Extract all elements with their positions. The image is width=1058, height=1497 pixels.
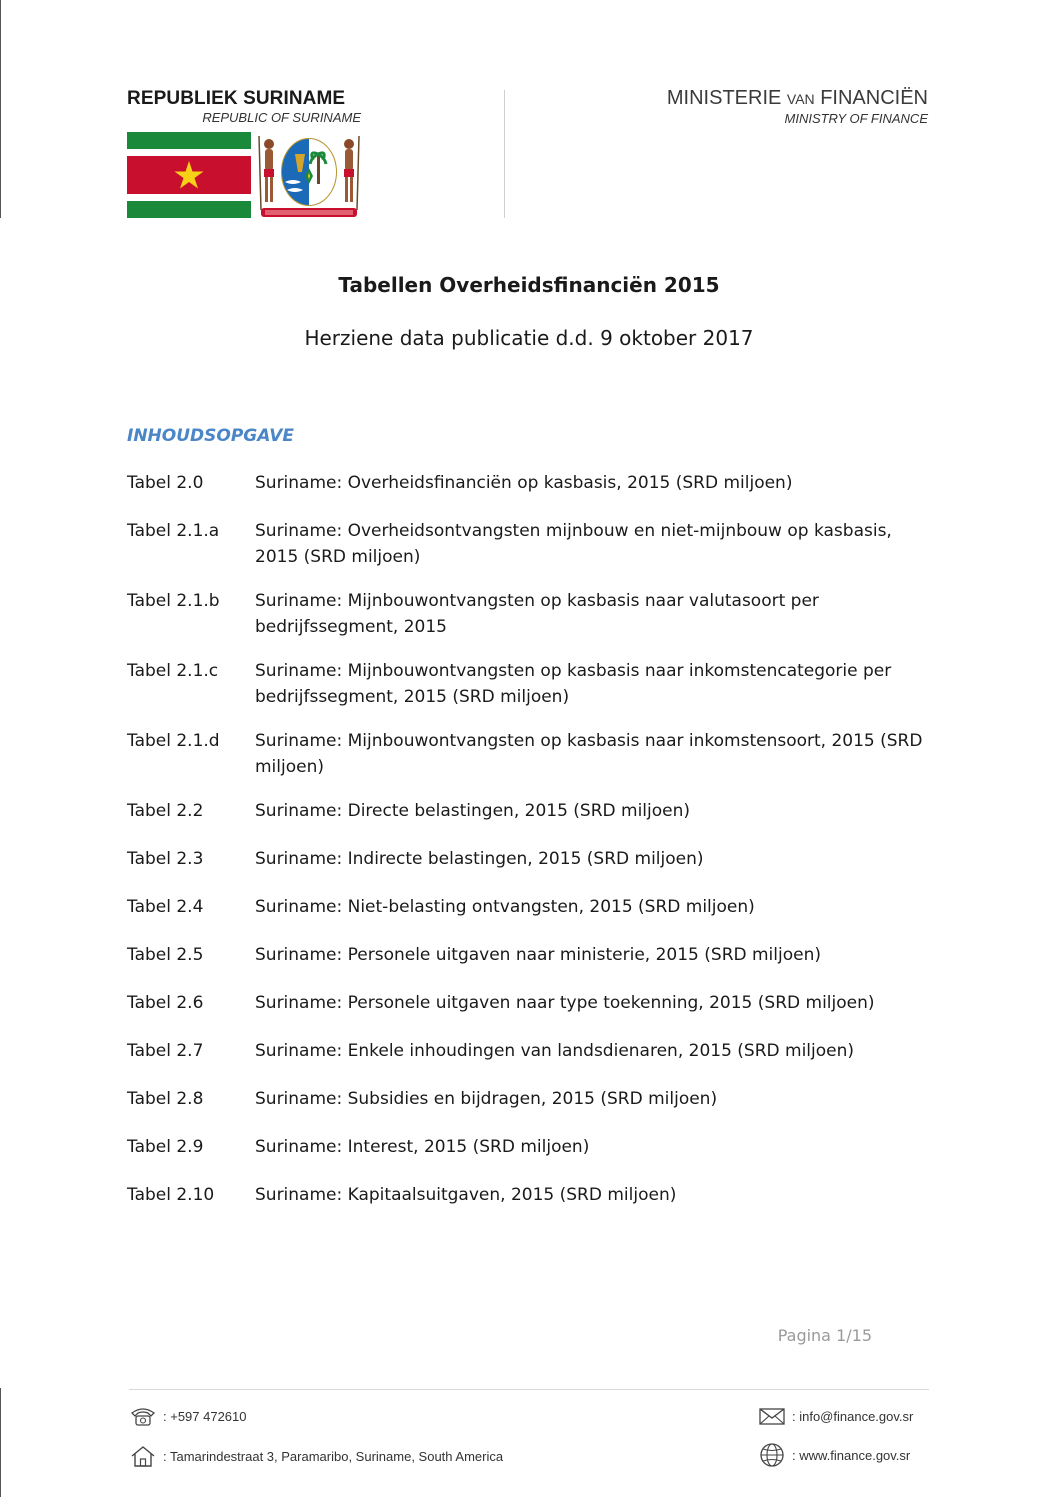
toc-item-number: Tabel 2.0 <box>127 473 204 493</box>
toc-item[interactable] <box>127 1038 927 1064</box>
footer-phone <box>129 1406 247 1426</box>
ministry-title-part1: MINISTERIE <box>666 87 787 109</box>
toc-item-number: Tabel 2.8 <box>127 1089 204 1109</box>
footer-address-text: : Tamarindestraat 3, Paramaribo, Suriname, South America <box>163 1448 504 1464</box>
toc-item-text: Suriname: Niet-belasting ontvangsten, 2015 (SRD miljoen) <box>255 897 755 917</box>
header-divider <box>504 90 505 218</box>
suriname-flag-icon <box>127 132 251 218</box>
toc-item-text: Suriname: Directe belastingen, 2015 (SRD miljoen) <box>255 801 691 821</box>
ministry-title-van: VAN <box>786 91 815 107</box>
toc-item-number: Tabel 2.5 <box>127 945 204 965</box>
toc-item-text: Suriname: Subsidies en bijdragen, 2015 (SRD miljoen) <box>255 1089 718 1109</box>
toc-item[interactable] <box>127 1134 927 1160</box>
toc-item-number: Tabel 2.1.a <box>127 521 220 541</box>
footer-email[interactable] <box>758 1406 913 1426</box>
toc-item-number: Tabel 2.9 <box>127 1137 204 1157</box>
toc-item-number: Tabel 2.10 <box>127 1185 215 1205</box>
toc-item-number: Tabel 2.3 <box>127 849 204 869</box>
toc-item[interactable] <box>127 470 927 496</box>
toc-heading: INHOUDSOPGAVE <box>127 426 295 446</box>
toc-item-number: Tabel 2.2 <box>127 801 204 821</box>
page-number: Pagina 1/15 <box>777 1326 872 1345</box>
footer-website-text[interactable]: : www.finance.gov.sr <box>792 1447 911 1463</box>
republic-header <box>127 88 367 125</box>
footer-website[interactable] <box>758 1442 910 1468</box>
toc-item[interactable] <box>127 588 927 640</box>
ministry-title-part2: FINANCIËN <box>814 87 928 109</box>
toc-item-text: Suriname: Kapitaalsuitgaven, 2015 (SRD miljoen) <box>255 1185 677 1205</box>
toc-item[interactable] <box>127 798 927 824</box>
toc-item[interactable] <box>127 1086 927 1112</box>
toc-item[interactable] <box>127 990 927 1016</box>
footer-email-text[interactable]: : info@finance.gov.sr <box>792 1408 914 1424</box>
toc-item-number: Tabel 2.4 <box>127 897 204 917</box>
page-edge-mark-bottom <box>0 1388 1 1497</box>
toc-item[interactable] <box>127 518 927 570</box>
coat-of-arms-icon <box>255 132 363 220</box>
toc-item-text: Suriname: Personele uitgaven naar type toekenning, 2015 (SRD miljoen) <box>255 993 875 1013</box>
ministry-subtitle: MINISTRY OF FINANCE <box>784 111 928 126</box>
toc-item[interactable] <box>127 846 927 872</box>
home-icon <box>129 1444 157 1468</box>
toc-item-text: Suriname: Enkele inhoudingen van landsdienaren, 2015 (SRD miljoen) <box>255 1041 855 1061</box>
republic-title: REPUBLIEK SURINAME <box>127 88 346 109</box>
toc-item[interactable] <box>127 1182 927 1208</box>
document-title: Tabellen Overheidsfinanciën 2015 <box>338 273 720 297</box>
toc-item-number: Tabel 2.1.d <box>127 731 220 751</box>
footer-phone-text: : +597 472610 <box>163 1408 247 1424</box>
document-subtitle: Herziene data publicatie d.d. 9 oktober 2017 <box>304 326 754 350</box>
footer-divider <box>129 1389 929 1390</box>
toc-item-text: Suriname: Mijnbouwontvangsten op kasbasis naar valutasoort per bedrijfssegment, 2015 <box>255 591 819 637</box>
table-of-contents <box>127 470 927 1208</box>
globe-icon <box>758 1442 786 1468</box>
toc-item-number: Tabel 2.6 <box>127 993 204 1013</box>
toc-item-text: Suriname: Mijnbouwontvangsten op kasbasis naar inkomstencategorie per bedrijfssegment, 2015 (SRD miljoen) <box>255 661 892 707</box>
page-edge-mark-top <box>0 0 1 218</box>
toc-item-number: Tabel 2.1.c <box>127 661 219 681</box>
republic-subtitle: REPUBLIC OF SURINAME <box>202 110 361 125</box>
footer-address <box>129 1444 503 1468</box>
toc-item-text: Suriname: Interest, 2015 (SRD miljoen) <box>255 1137 590 1157</box>
phone-icon <box>129 1406 157 1426</box>
envelope-icon <box>758 1406 786 1426</box>
toc-item-text: Suriname: Overheidsontvangsten mijnbouw en niet-mijnbouw op kasbasis, 2015 (SRD miljoen) <box>255 521 892 567</box>
toc-item-text: Suriname: Personele uitgaven naar ministerie, 2015 (SRD miljoen) <box>255 945 821 965</box>
toc-item-number: Tabel 2.1.b <box>127 591 220 611</box>
toc-item[interactable] <box>127 658 927 710</box>
toc-item[interactable] <box>127 894 927 920</box>
ministry-header <box>667 87 928 126</box>
toc-item-text: Suriname: Overheidsfinanciën op kasbasis, 2015 (SRD miljoen) <box>255 473 793 493</box>
toc-item-number: Tabel 2.7 <box>127 1041 204 1061</box>
toc-item[interactable] <box>127 942 927 968</box>
toc-item-text: Suriname: Mijnbouwontvangsten op kasbasis naar inkomstensoort, 2015 (SRD miljoen) <box>255 731 923 777</box>
toc-item-text: Suriname: Indirecte belastingen, 2015 (SRD miljoen) <box>255 849 704 869</box>
ministry-title <box>667 87 928 110</box>
toc-item[interactable] <box>127 728 927 780</box>
